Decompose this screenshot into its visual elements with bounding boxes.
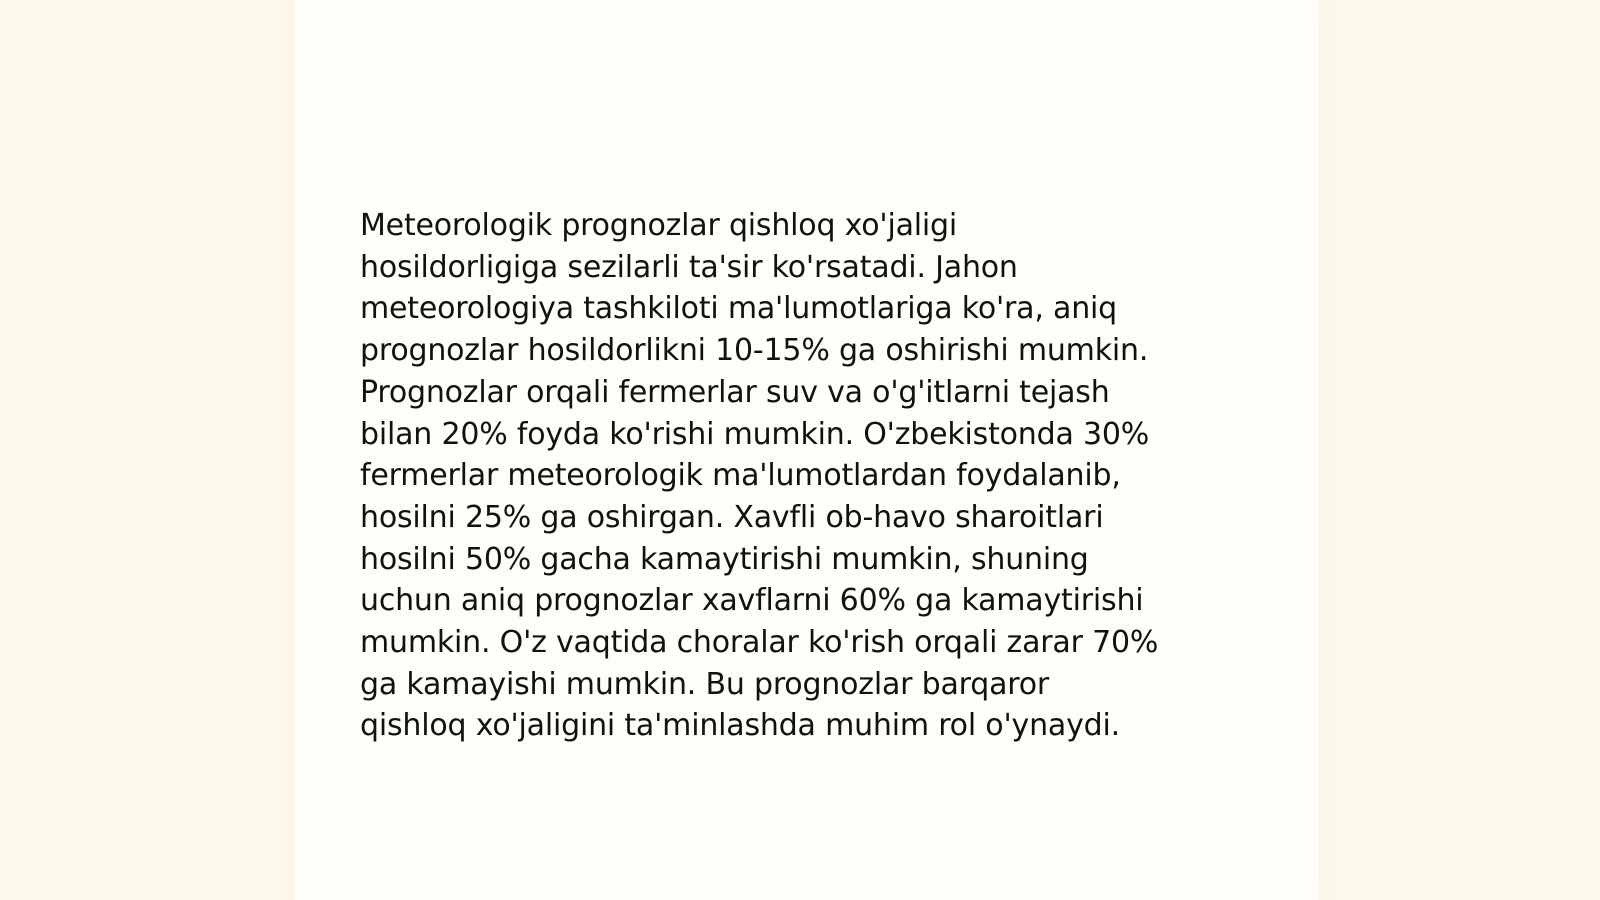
paragraph-text — [360, 205, 1260, 747]
text-line: prognozlar hosildorlikni 10-15% ga oshirishi mumkin. — [360, 333, 1149, 369]
text-line: hosilni 25% ga oshirgan. Xavfli ob-havo sharoitlari — [360, 499, 1104, 535]
text-line: mumkin. O'z vaqtida choralar ko'rish orqali zarar 70% — [360, 625, 1159, 661]
text-line: ga kamayishi mumkin. Bu prognozlar barqaror — [360, 666, 1050, 702]
text-line: qishloq xo'jaligini ta'minlashda muhim rol o'ynaydi. — [360, 708, 1120, 744]
slide-page — [295, 0, 1319, 900]
text-line: fermerlar meteorologik ma'lumotlardan foydalanib, — [360, 458, 1121, 494]
text-line: uchun aniq prognozlar xavflarni 60% ga kamaytirishi — [360, 583, 1144, 619]
text-line: bilan 20% foyda ko'rishi mumkin. O'zbekistonda 30% — [360, 416, 1150, 452]
text-line: Prognozlar orqali fermerlar suv va o'g'itlarni tejash — [360, 374, 1110, 410]
text-line: Meteorologik prognozlar qishloq xo'jaligi — [360, 208, 958, 243]
text-line: hosilni 50% gacha kamaytirishi mumkin, shuning — [360, 541, 1089, 577]
text-line: meteorologiya tashkiloti ma'lumotlariga ko'ra, aniq — [360, 291, 1118, 327]
text-line: hosildorligiga sezilarli ta'sir ko'rsatadi. Jahon — [360, 249, 1018, 285]
